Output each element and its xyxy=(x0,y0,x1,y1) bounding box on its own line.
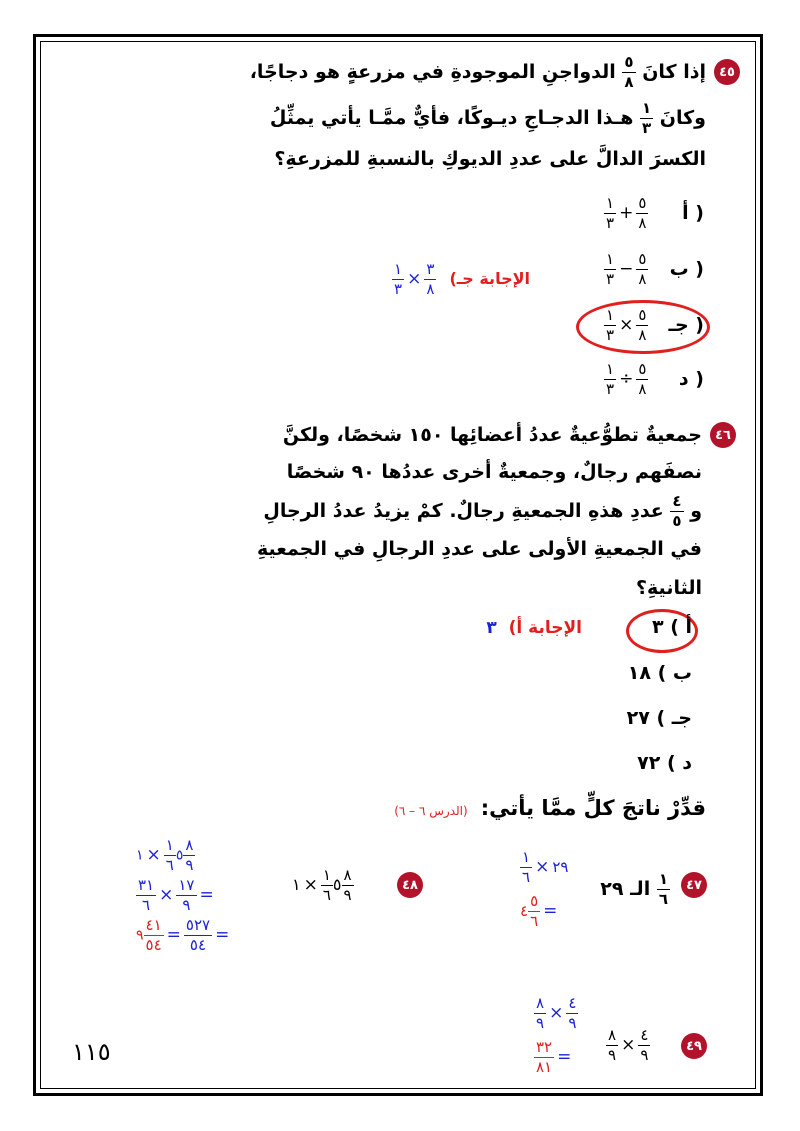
frac-denominator: ٨ xyxy=(426,280,435,298)
frac-denominator: ٩ xyxy=(608,1046,617,1064)
fraction xyxy=(604,196,616,231)
frac-numerator: ١ xyxy=(322,866,331,884)
frac-numerator: ١ xyxy=(606,194,615,212)
fraction xyxy=(636,362,648,397)
frac-denominator: ٩ xyxy=(185,856,194,874)
fraction xyxy=(657,872,670,907)
q46-line-5: الثانيةِ؟ xyxy=(636,577,702,599)
equals-sign: = xyxy=(215,924,230,945)
operator: × xyxy=(621,1035,636,1055)
q49-work-line-1 xyxy=(534,996,578,1031)
q45-line1-end: الدواجنِ الموجودةِ في مزرعةٍ هو دجاجًا، xyxy=(249,61,616,83)
answer-expression xyxy=(392,260,441,298)
q45-option-b[interactable] xyxy=(604,252,704,292)
frac-numerator: ١ xyxy=(606,306,615,324)
answer-label: الإجابة أ) xyxy=(508,618,582,638)
section-heading xyxy=(394,796,706,820)
fraction xyxy=(528,894,540,929)
option-label: ب ) xyxy=(669,258,704,280)
frac-denominator: ٨ xyxy=(638,214,647,232)
option-label: جـ ) xyxy=(656,707,692,729)
q46-line-1: جمعيةٌ تطوُّعيةٌ عددُ أعضائِها ١٥٠ شخصًا، ولكنَّ xyxy=(282,424,702,446)
fraction xyxy=(604,308,616,343)
fraction xyxy=(424,262,436,297)
whole-number: ٢٩ xyxy=(552,858,569,876)
frac-numerator: ١ xyxy=(606,250,615,268)
option-expression xyxy=(604,308,648,343)
q46-line3-prefix: و xyxy=(690,500,702,522)
operator: ÷ xyxy=(619,369,634,389)
option-label: أ ) xyxy=(670,616,692,638)
frac-numerator: ٥ xyxy=(638,250,647,268)
question-48-badge: ٤٨ xyxy=(397,872,423,898)
q49-expression xyxy=(606,1028,650,1063)
frac-denominator: ٨ xyxy=(624,73,634,91)
frac-numerator: ٣١ xyxy=(138,876,155,894)
frac-numerator: ١ xyxy=(165,836,174,854)
fraction xyxy=(636,196,648,231)
fraction xyxy=(520,850,532,885)
frac-numerator: ١ xyxy=(658,870,668,888)
q48-expression xyxy=(292,868,354,903)
option-value: ١٨ xyxy=(627,662,651,684)
fraction xyxy=(534,1040,554,1075)
question-47-badge: ٤٧ xyxy=(681,872,707,898)
q45-line1-start: إذا كانَ xyxy=(642,61,706,83)
option-label: أ ) xyxy=(682,202,704,224)
frac-numerator: ٥ xyxy=(638,360,647,378)
frac-numerator: ١ xyxy=(522,848,531,866)
operator: × xyxy=(407,269,422,289)
q48-work-line-2 xyxy=(136,878,217,913)
frac-denominator: ٩ xyxy=(343,886,352,904)
q46-option-c[interactable] xyxy=(627,707,692,729)
fraction xyxy=(604,362,616,397)
frac-numerator: ٣٢ xyxy=(536,1038,553,1056)
q46-answer-annotation xyxy=(486,618,582,638)
lesson-reference: (الدرس ٦ – ٦) xyxy=(394,804,468,818)
question-46-badge: ٤٦ xyxy=(710,422,736,448)
frac-denominator: ٨ xyxy=(638,270,647,288)
option-label: جـ ) xyxy=(668,314,704,336)
frac-numerator: ٨ xyxy=(608,1026,617,1044)
frac-numerator: ٣ xyxy=(426,260,435,278)
fraction xyxy=(604,252,616,287)
whole-number: ٥ xyxy=(175,847,184,864)
whole-number: ١ xyxy=(136,847,144,864)
operator: − xyxy=(619,259,634,279)
q45-line-3: الكسرَ الدالَّ على عددِ الديوكِ بالنسبةِ للمزرعةِ؟ xyxy=(274,148,706,170)
frac-numerator: ١٧ xyxy=(178,876,195,894)
frac-denominator: ٥٤ xyxy=(145,936,162,954)
operator: × xyxy=(159,884,174,905)
whole-number: ٩ xyxy=(136,927,144,944)
fraction xyxy=(184,918,212,953)
frac-denominator: ٣ xyxy=(642,119,652,137)
answer-value: ٣ xyxy=(486,618,497,638)
whole-number: ٥ xyxy=(332,875,342,894)
q45-line2-start: وكانَ xyxy=(659,107,706,129)
frac-denominator: ٨١ xyxy=(536,1058,553,1076)
fraction xyxy=(176,878,196,913)
q45-option-a[interactable] xyxy=(604,196,704,236)
q46-line-3 xyxy=(263,494,702,529)
frac-denominator: ٦ xyxy=(165,856,174,874)
q47-expression xyxy=(600,872,670,907)
q45-line-2 xyxy=(270,101,706,136)
fraction xyxy=(636,252,648,287)
q45-line2-end: هـذا الدجـاجِ ديـوكًا، فأيٌّ ممَّـا يأتي يمثِّلُ xyxy=(269,107,634,129)
q47-work-line-1 xyxy=(520,850,568,885)
q47-work-line-2 xyxy=(520,894,560,929)
equals-sign: = xyxy=(199,884,214,905)
equals-sign: = xyxy=(166,924,181,945)
option-label: د ) xyxy=(666,752,692,774)
q45-fraction-five-eighths xyxy=(622,55,635,90)
operator: × xyxy=(146,844,161,865)
fraction xyxy=(566,996,578,1031)
option-label: د ) xyxy=(678,368,704,390)
frac-numerator: ٤ xyxy=(568,994,577,1012)
fraction xyxy=(342,868,354,903)
whole-number: ١ xyxy=(292,875,301,894)
frac-numerator: ١ xyxy=(642,99,652,117)
frac-numerator: ٥ xyxy=(638,306,647,324)
operator: × xyxy=(303,875,318,895)
equals-sign: = xyxy=(543,901,558,921)
operator: × xyxy=(549,1002,564,1023)
frac-denominator: ٣ xyxy=(394,280,403,298)
fraction xyxy=(136,878,156,913)
frac-numerator: ٥ xyxy=(638,194,647,212)
q48-work-line-1 xyxy=(136,838,195,873)
frac-denominator: ٣ xyxy=(606,270,615,288)
q45-option-c[interactable] xyxy=(604,308,704,348)
frac-denominator: ٣ xyxy=(606,326,615,344)
section-heading-text: قدِّرْ ناتجَ كلٍّ ممَّا يأتي: xyxy=(480,796,706,820)
fraction xyxy=(606,1028,618,1063)
operator: + xyxy=(619,203,634,223)
q46-line3-text: عددِ هذهِ الجمعيةِ رجالٌ. كمْ يزيدُ عددُ الرجالِ xyxy=(263,500,664,522)
q46-line-2: نصفَهم رجالٌ، وجمعيةٌ أخرى عددُها ٩٠ شخصًا xyxy=(286,461,702,483)
frac-denominator: ٥ xyxy=(672,512,682,530)
frac-numerator: ٥٢٧ xyxy=(185,916,211,934)
frac-denominator: ٦ xyxy=(658,890,668,908)
question-45-badge: ٤٥ xyxy=(714,59,740,85)
operator: × xyxy=(619,315,634,335)
q45-answer-annotation xyxy=(392,262,530,297)
q46-fraction-four-fifths xyxy=(670,494,683,529)
q46-option-d[interactable] xyxy=(637,752,692,774)
fraction xyxy=(636,308,648,343)
frac-denominator: ٣ xyxy=(606,380,615,398)
q45-fraction-one-third xyxy=(640,101,653,136)
fraction xyxy=(164,838,176,873)
q46-option-b[interactable] xyxy=(628,662,692,684)
fraction xyxy=(392,262,404,297)
frac-numerator: ٥ xyxy=(624,53,634,71)
frac-denominator: ٩ xyxy=(568,1014,577,1032)
option-label: ب ) xyxy=(657,662,692,684)
q45-option-d[interactable] xyxy=(604,362,704,402)
frac-numerator: ٨ xyxy=(536,994,545,1012)
frac-denominator: ٦ xyxy=(522,868,531,886)
q46-option-a[interactable] xyxy=(652,616,692,638)
frac-numerator: ٥ xyxy=(530,892,539,910)
fraction xyxy=(144,918,164,953)
fraction xyxy=(321,868,333,903)
frac-denominator: ٣ xyxy=(606,214,615,232)
frac-numerator: ١ xyxy=(394,260,403,278)
frac-denominator: ٦ xyxy=(142,896,151,914)
frac-numerator: ٨ xyxy=(185,836,194,854)
option-value: ٣ xyxy=(651,616,664,638)
frac-denominator: ٥٤ xyxy=(189,936,207,954)
q47-text: الـ ٢٩ xyxy=(600,878,651,900)
frac-denominator: ٩ xyxy=(640,1046,649,1064)
fraction xyxy=(183,838,195,873)
frac-denominator: ٨ xyxy=(638,380,647,398)
question-49-badge: ٤٩ xyxy=(681,1033,707,1059)
frac-denominator: ٩ xyxy=(182,896,191,914)
equals-sign: = xyxy=(557,1046,572,1067)
frac-denominator: ٦ xyxy=(322,886,331,904)
page-number: ١١٥ xyxy=(72,1038,111,1066)
q49-work-line-2 xyxy=(534,1040,574,1075)
frac-denominator: ٨ xyxy=(638,326,647,344)
frac-denominator: ٦ xyxy=(530,912,539,930)
frac-numerator: ١ xyxy=(606,360,615,378)
frac-numerator: ٤ xyxy=(640,1026,649,1044)
answer-label: الإجابة جـ) xyxy=(449,269,530,288)
option-expression xyxy=(604,196,648,231)
q45-line-1 xyxy=(250,55,706,90)
whole-number: ٤ xyxy=(520,902,529,920)
q46-line-4: في الجمعيةِ الأولى على عددِ الرجالِ في الجمعيةِ xyxy=(256,538,702,560)
option-expression xyxy=(604,362,648,397)
option-expression xyxy=(604,252,648,287)
frac-numerator: ٤١ xyxy=(145,916,162,934)
frac-numerator: ٤ xyxy=(672,492,682,510)
option-value: ٢٧ xyxy=(626,707,650,729)
fraction xyxy=(534,996,546,1031)
option-value: ٧٢ xyxy=(637,752,661,774)
fraction xyxy=(638,1028,650,1063)
q48-work-line-3 xyxy=(136,918,232,953)
frac-numerator: ٨ xyxy=(343,866,352,884)
frac-denominator: ٩ xyxy=(536,1014,545,1032)
operator: × xyxy=(535,857,550,877)
